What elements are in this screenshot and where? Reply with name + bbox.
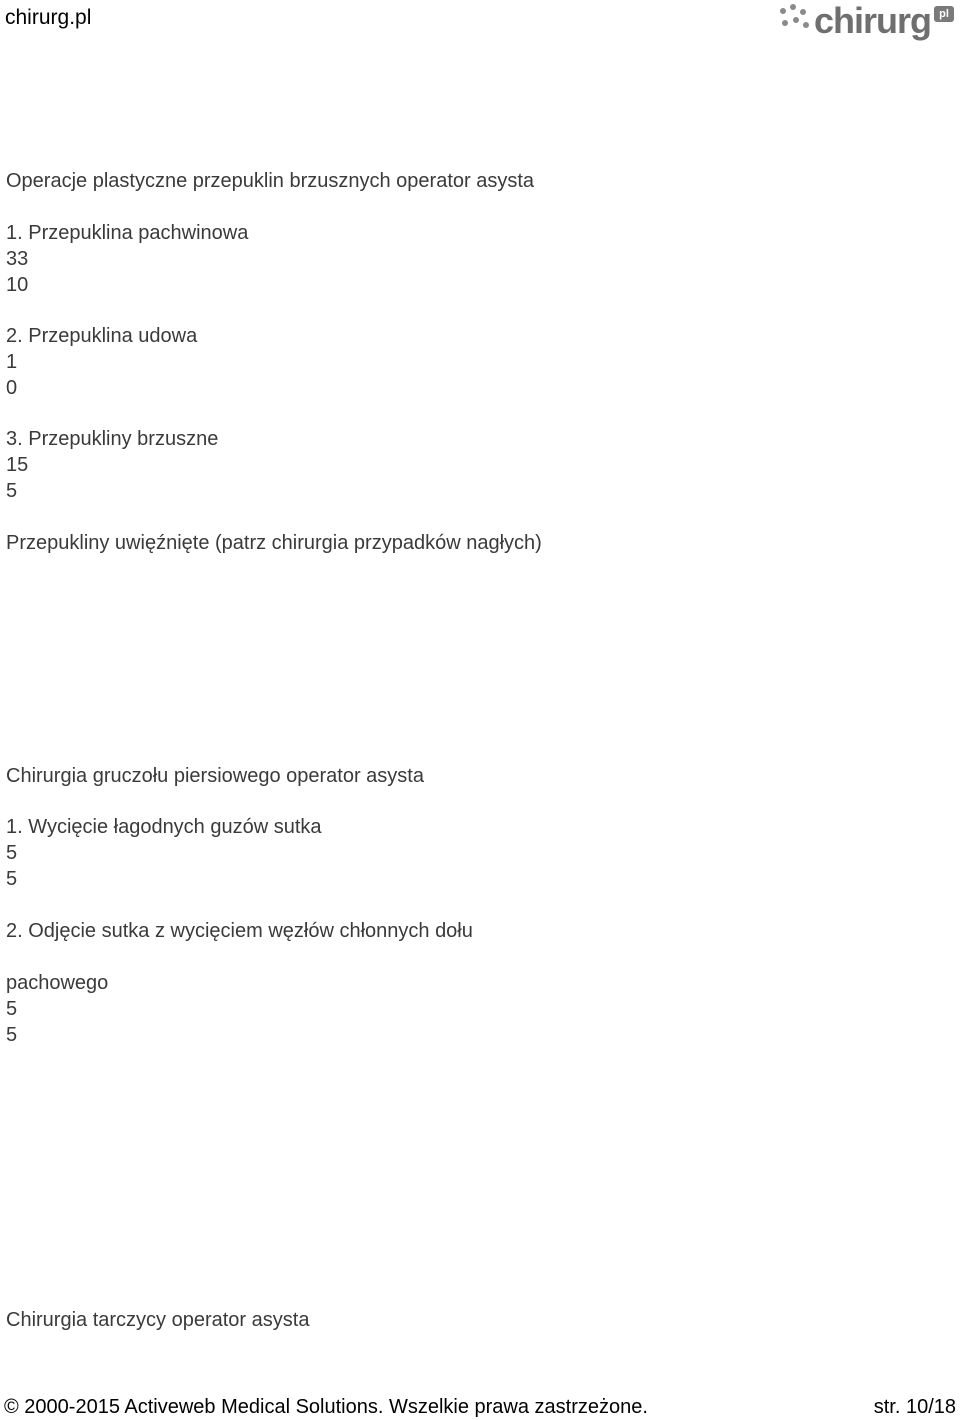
logo-tag: pl xyxy=(934,6,954,22)
item-label: 2. Odjęcie sutka z wycięciem węzłów chłonnych dołu xyxy=(6,920,473,942)
operator-count: 5 xyxy=(6,998,18,1020)
operator-count: 1 xyxy=(6,351,18,373)
copyright-text: © 2000-2015 Activeweb Medical Solutions. Wszelkie prawa zastrzeżone. xyxy=(4,1396,648,1418)
section-title: Chirurgia tarczycy operator asysta xyxy=(6,1309,310,1331)
operator-count: 15 xyxy=(6,454,29,476)
site-name[interactable]: chirurg.pl xyxy=(5,6,92,29)
chirurg-logo[interactable] xyxy=(778,0,958,44)
section-note: Przepukliny uwięźnięte (patrz chirurgia przypadków nagłych) xyxy=(6,532,542,554)
page-number: str. 10/18 xyxy=(873,1396,956,1418)
asysta-count: 0 xyxy=(6,377,18,399)
section-title: Operacje plastyczne przepuklin brzusznych operator asysta xyxy=(6,170,535,192)
operator-count: 33 xyxy=(6,248,29,270)
page-footer xyxy=(0,1395,960,1420)
item-label-continued: pachowego xyxy=(6,972,109,994)
logo-wordmark: chirurg xyxy=(814,0,932,41)
item-label: 1. Przepuklina pachwinowa xyxy=(6,222,249,244)
section-title: Chirurgia gruczołu piersiowego operator asysta xyxy=(6,765,424,787)
asysta-count: 10 xyxy=(6,274,29,296)
asysta-count: 5 xyxy=(6,480,18,502)
item-label: 1. Wycięcie łagodnych guzów sutka xyxy=(6,816,322,838)
operator-count: 5 xyxy=(6,842,18,864)
item-label: 3. Przepukliny brzuszne xyxy=(6,428,219,450)
item-label: 2. Przepuklina udowa xyxy=(6,325,198,347)
asysta-count: 5 xyxy=(6,1024,18,1046)
asysta-count: 5 xyxy=(6,868,18,890)
